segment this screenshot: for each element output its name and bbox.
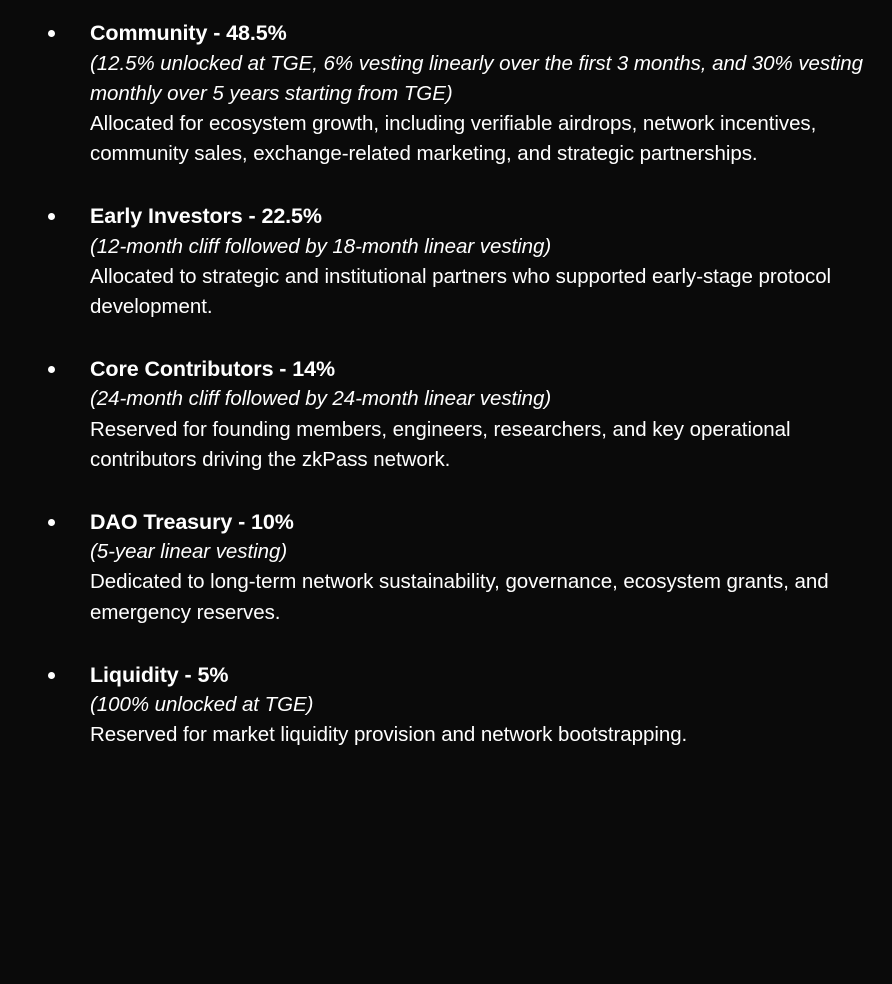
allocation-vesting-terms: (24-month cliff followed by 24-month linear vesting) [90, 387, 552, 411]
bullet-icon [48, 366, 55, 373]
allocation-title: Liquidity - 5% [90, 662, 229, 687]
allocation-title: Early Investors - 22.5% [90, 204, 322, 229]
list-item [22, 354, 870, 475]
allocation-vesting-terms: (12.5% unlocked at TGE, 6% vesting linearly over the first 3 months, and 30% vesting monthly over 5 years starting from TGE) [90, 51, 863, 105]
allocation-title: DAO Treasury - 10% [90, 509, 294, 534]
bullet-icon [48, 213, 55, 220]
allocation-description: Allocated for ecosystem growth, including verifiable airdrops, network incentives, community sales, exchange-related marketing, and strategic partnerships. [90, 111, 817, 165]
list-item [22, 507, 870, 628]
token-allocation-list [22, 18, 870, 750]
allocation-description: Allocated to strategic and institutional partners who supported early-stage protocol development. [90, 264, 832, 318]
allocation-vesting-terms: (12-month cliff followed by 18-month linear vesting) [90, 234, 552, 258]
list-item [22, 18, 870, 169]
allocation-title: Core Contributors - 14% [90, 356, 335, 381]
allocation-title: Community - 48.5% [90, 21, 287, 45]
allocation-vesting-terms: (5-year linear vesting) [90, 540, 288, 564]
allocation-description: Reserved for market liquidity provision and network bootstrapping. [90, 723, 688, 747]
allocation-vesting-terms: (100% unlocked at TGE) [90, 693, 314, 717]
bullet-icon [48, 672, 55, 679]
allocation-description: Dedicated to long-term network sustainability, governance, ecosystem grants, and emergency reserves. [90, 570, 829, 624]
list-item [22, 660, 870, 751]
bullet-icon [48, 519, 55, 526]
allocation-description: Reserved for founding members, engineers, researchers, and key operational contributors driving the zkPass network. [90, 417, 791, 471]
list-item [22, 201, 870, 322]
bullet-icon [48, 30, 55, 37]
